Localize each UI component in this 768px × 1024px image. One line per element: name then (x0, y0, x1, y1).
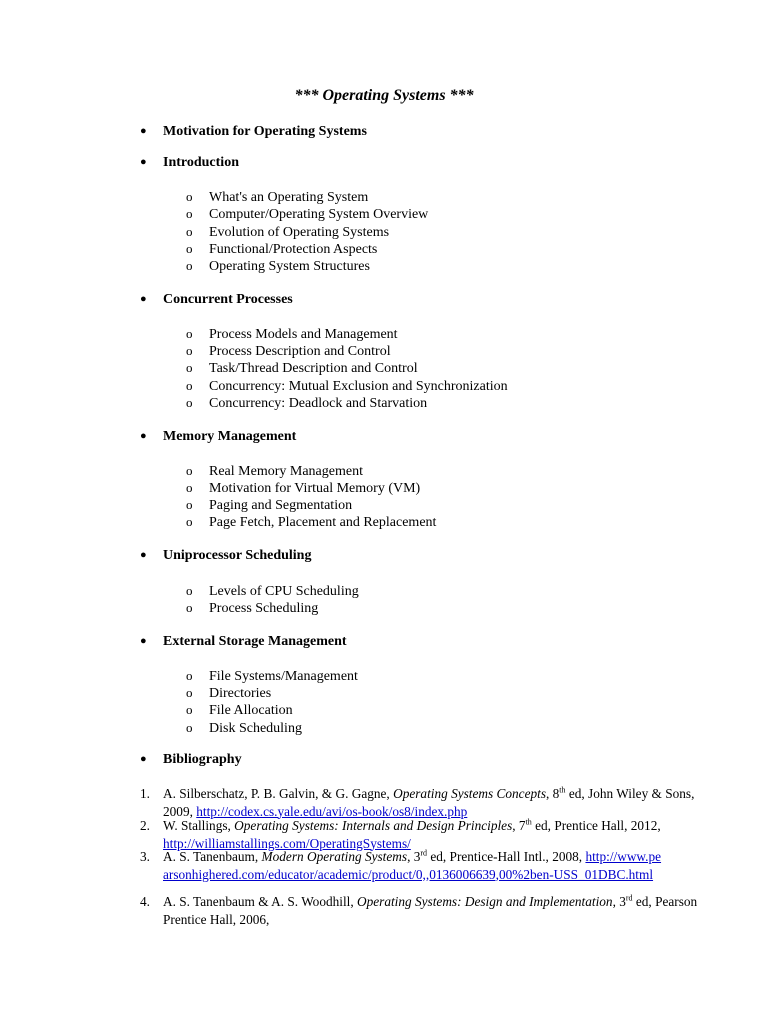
list-item: o File Allocation (186, 702, 293, 718)
sub-bullet-icon: o (186, 206, 193, 221)
reference-item: 2. W. Stallings, Operating Systems: Internals and Design Principles, 7th ed, Prentice Hall, 2012, http://williamstallings.com/OperatingSystems/ (140, 817, 661, 851)
sub-bullet-icon: o (186, 395, 193, 410)
book-title: Operating Systems: Design and Implementation (357, 894, 613, 909)
sub-bullet-icon: o (186, 514, 193, 529)
list-item: o What's an Operating System (186, 189, 369, 205)
list-item: o Real Memory Management (186, 463, 363, 479)
sub-bullet-icon: o (186, 600, 193, 615)
reference-link[interactable]: http://williamstallings.com/OperatingSystems/ (163, 835, 411, 851)
section-heading-concurrent-processes: ● Concurrent Processes (140, 292, 293, 307)
reference-item: 4. A. S. Tanenbaum & A. S. Woodhill, Operating Systems: Design and Implementation, 3rd ed, Pearson Prentice Hall, 2006, (140, 893, 698, 927)
list-item: o Motivation for Virtual Memory (VM) (186, 480, 421, 496)
sub-bullet-icon: o (186, 326, 193, 341)
sub-bullet-icon: o (186, 480, 193, 495)
reference-item: 3. A. S. Tanenbaum, Modern Operating Systems, 3rd ed, Prentice-Hall Intl., 2008, http://www.pearsonhighered.com/educator/academic/product/0,,0136006639,00%2ben-USS_01DBC.html (140, 848, 662, 882)
sub-bullet-icon: o (186, 583, 193, 598)
section-heading-external-storage: ● External Storage Management (140, 634, 347, 649)
bullet-icon: ● (140, 430, 147, 442)
section-heading-bibliography: ● Bibliography (140, 752, 242, 767)
sub-bullet-icon: o (186, 343, 193, 358)
list-item: o Page Fetch, Placement and Replacement (186, 514, 437, 530)
sub-bullet-icon: o (186, 224, 193, 239)
list-item: o Computer/Operating System Overview (186, 206, 429, 222)
section-heading-uniprocessor-scheduling: ● Uniprocessor Scheduling (140, 548, 312, 563)
list-item: o Process Models and Management (186, 326, 398, 342)
sub-bullet-icon: o (186, 720, 193, 735)
list-item: o Evolution of Operating Systems (186, 224, 390, 240)
reference-item: 1. A. Silberschatz, P. B. Galvin, & G. Gagne, Operating Systems Concepts, 8th ed, John Wiley & Sons, 2009, http://codex.cs.yale.edu/avi/os-book/os8/index.php (140, 785, 695, 819)
reference-link[interactable]: http://codex.cs.yale.edu/avi/os-book/os8/index.php (196, 803, 468, 819)
bullet-icon: ● (140, 125, 147, 137)
list-item: o Operating System Structures (186, 258, 370, 274)
list-item: o Process Description and Control (186, 343, 391, 359)
list-item: o Levels of CPU Scheduling (186, 583, 359, 599)
list-item: o Concurrency: Mutual Exclusion and Synchronization (186, 378, 508, 394)
reference-link[interactable]: http://www.pearsonhighered.com/educator/academic/product/0,,0136006639,00%2ben-USS_01DBC.html (163, 849, 662, 882)
list-item: o Functional/Protection Aspects (186, 241, 378, 257)
list-item: o Directories (186, 685, 272, 701)
sub-bullet-icon: o (186, 685, 193, 700)
bullet-icon: ● (140, 549, 147, 561)
sub-bullet-icon: o (186, 189, 193, 204)
list-item: o Paging and Segmentation (186, 497, 353, 513)
sub-bullet-icon: o (186, 360, 193, 375)
book-title: Modern Operating Systems (261, 849, 408, 864)
list-item: o File Systems/Management (186, 668, 358, 684)
sub-bullet-icon: o (186, 702, 193, 717)
sub-bullet-icon: o (186, 241, 193, 256)
bullet-icon: ● (140, 293, 147, 305)
list-item: o Process Scheduling (186, 600, 319, 616)
section-heading-memory-management: ● Memory Management (140, 429, 297, 444)
sub-bullet-icon: o (186, 463, 193, 478)
section-heading-motivation: ● Motivation for Operating Systems (140, 124, 367, 139)
sub-bullet-icon: o (186, 258, 193, 273)
book-title: Operating Systems Concepts (393, 786, 546, 801)
list-item: o Task/Thread Description and Control (186, 360, 418, 376)
list-item: o Concurrency: Deadlock and Starvation (186, 395, 428, 411)
sub-bullet-icon: o (186, 668, 193, 683)
bullet-icon: ● (140, 635, 147, 647)
document-title: *** Operating Systems *** (294, 87, 474, 104)
bullet-icon: ● (140, 753, 147, 765)
section-heading-introduction: ● Introduction (140, 155, 239, 170)
sub-bullet-icon: o (186, 497, 193, 512)
book-title: Operating Systems: Internals and Design Principles (234, 818, 513, 833)
bullet-icon: ● (140, 156, 147, 168)
list-item: o Disk Scheduling (186, 720, 302, 736)
sub-bullet-icon: o (186, 378, 193, 393)
